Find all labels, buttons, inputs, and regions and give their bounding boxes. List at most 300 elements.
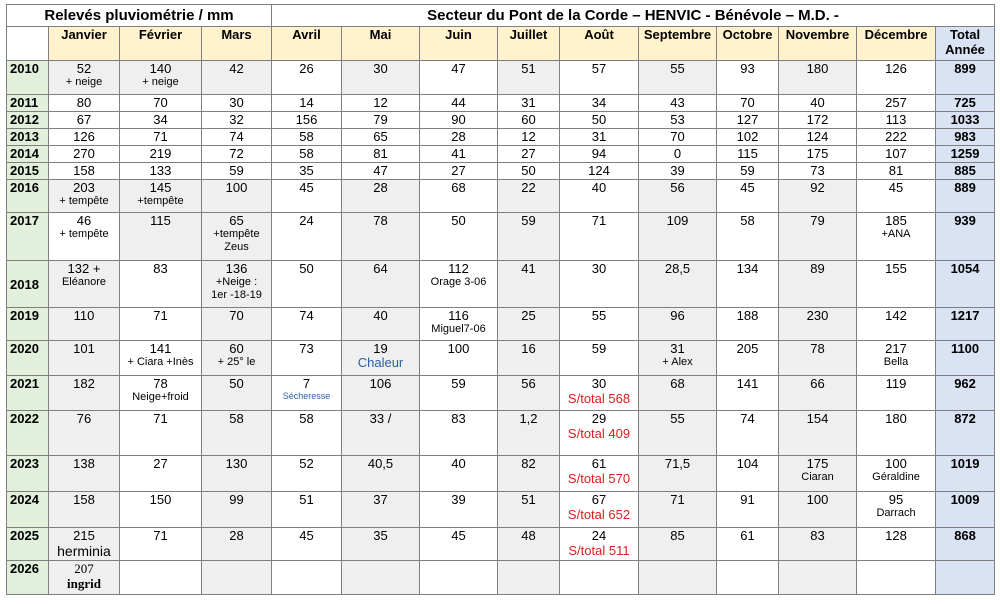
value-note: Darrach — [876, 507, 916, 519]
value-text: 81 — [373, 146, 388, 161]
value-cell — [717, 308, 779, 341]
value-note: Géraldine — [872, 471, 920, 483]
value-text: 60 — [229, 341, 244, 356]
value-cell — [120, 528, 202, 561]
value-cell — [639, 308, 717, 341]
value-cell — [779, 376, 857, 411]
value-text: 70 — [670, 129, 685, 144]
value-cell — [857, 376, 936, 411]
value-text: 180 — [885, 411, 907, 426]
value-cell — [498, 61, 560, 95]
value-cell — [857, 95, 936, 112]
sheet-title: Relevés pluviométrie / mm — [7, 5, 272, 27]
value-text: 110 — [73, 308, 95, 323]
value-text: 70 — [153, 95, 168, 110]
value-text: 22 — [521, 180, 536, 195]
value-cell — [49, 61, 120, 95]
value-cell — [202, 213, 272, 261]
month-header: Mars — [202, 27, 272, 61]
month-header: Mai — [342, 27, 420, 61]
value-text: 48 — [521, 528, 536, 543]
value-cell — [779, 129, 857, 146]
value-cell — [202, 492, 272, 528]
value-text: 56 — [521, 376, 536, 391]
table-row — [7, 308, 995, 341]
value-text: 113 — [885, 112, 907, 127]
value-text: 145 — [149, 180, 172, 195]
total-cell: 1217 — [936, 308, 995, 341]
value-note: S/total 409 — [567, 426, 631, 441]
value-text: 133 — [149, 163, 172, 178]
total-cell: 1033 — [936, 112, 995, 129]
value-cell — [560, 129, 639, 146]
value-text: 50 — [299, 261, 314, 276]
value-text: 40 — [810, 95, 825, 110]
value-cell — [857, 561, 936, 595]
value-cell — [120, 112, 202, 129]
value-text: 40 — [591, 180, 607, 195]
value-text: 95 — [888, 492, 904, 507]
value-cell — [560, 456, 639, 492]
value-text: 78 — [153, 376, 168, 391]
value-text: 115 — [737, 146, 758, 161]
value-cell — [560, 61, 639, 95]
value-text: 150 — [149, 492, 172, 507]
value-cell — [120, 341, 202, 376]
value-cell — [420, 341, 498, 376]
value-text: 59 — [740, 163, 755, 178]
value-cell — [49, 95, 120, 112]
value-cell — [420, 180, 498, 213]
value-cell — [272, 341, 342, 376]
value-cell — [639, 180, 717, 213]
value-text: 24 — [591, 528, 607, 543]
value-text: 39 — [451, 492, 466, 507]
table-row — [7, 492, 995, 528]
total-cell: 725 — [936, 95, 995, 112]
value-cell — [342, 146, 420, 163]
value-cell — [498, 411, 560, 456]
total-header-line: Année — [945, 42, 985, 57]
value-cell — [420, 163, 498, 180]
value-text: 106 — [369, 376, 392, 391]
value-cell — [420, 308, 498, 341]
value-note: + neige — [142, 76, 179, 88]
value-cell — [202, 112, 272, 129]
value-note: Ciaran — [801, 471, 834, 483]
value-text: 34 — [153, 112, 168, 127]
value-note: Eléanore — [61, 276, 107, 288]
value-cell — [420, 456, 498, 492]
value-cell — [272, 61, 342, 95]
value-text: 30 — [591, 261, 607, 276]
value-cell — [779, 341, 857, 376]
year-cell: 2022 — [7, 411, 49, 456]
year-cell: 2015 — [7, 163, 49, 180]
value-note: +tempête — [213, 228, 260, 240]
value-text: 16 — [521, 341, 536, 356]
value-cell — [49, 411, 120, 456]
value-text: 33 / — [369, 411, 392, 426]
value-note: + tempête — [59, 228, 109, 240]
value-text: 31 — [591, 129, 607, 144]
table-row — [7, 341, 995, 376]
value-cell — [202, 61, 272, 95]
value-text: 50 — [591, 112, 607, 127]
table-row — [7, 129, 995, 146]
value-text: 1,2 — [519, 411, 538, 426]
value-note: ingrid — [67, 576, 101, 591]
value-text: 70 — [229, 308, 244, 323]
value-text: 24 — [299, 213, 314, 228]
value-cell — [717, 528, 779, 561]
value-cell — [420, 213, 498, 261]
total-header — [936, 27, 995, 61]
value-text: 31 — [670, 341, 685, 356]
value-cell — [779, 308, 857, 341]
year-cell: 2021 — [7, 376, 49, 411]
total-cell: 889 — [936, 180, 995, 213]
value-text: 109 — [666, 213, 689, 228]
value-cell — [639, 341, 717, 376]
value-cell — [717, 146, 779, 163]
total-cell: 962 — [936, 376, 995, 411]
value-text: 30 — [591, 376, 607, 391]
year-cell: 2023 — [7, 456, 49, 492]
value-text: 47 — [451, 61, 466, 76]
value-text: 219 — [149, 146, 172, 161]
value-text: 222 — [885, 129, 907, 144]
value-cell — [717, 456, 779, 492]
value-cell — [717, 492, 779, 528]
value-text: 39 — [670, 163, 685, 178]
value-text: 85 — [670, 528, 685, 543]
total-cell: 1009 — [936, 492, 995, 528]
value-cell — [202, 261, 272, 308]
value-cell — [717, 411, 779, 456]
year-cell: 2016 — [7, 180, 49, 213]
value-text: 28 — [451, 129, 466, 144]
table-row — [7, 146, 995, 163]
value-cell — [779, 561, 857, 595]
value-text: 158 — [73, 163, 95, 178]
value-cell — [272, 261, 342, 308]
value-cell — [342, 341, 420, 376]
month-header: Février — [120, 27, 202, 61]
value-note: +tempête — [137, 195, 184, 207]
month-header: Août — [560, 27, 639, 61]
total-cell: 868 — [936, 528, 995, 561]
value-text: 26 — [299, 61, 314, 76]
value-text: 27 — [153, 456, 168, 471]
value-cell — [639, 163, 717, 180]
value-cell — [560, 213, 639, 261]
value-cell — [342, 561, 420, 595]
month-header: Octobre — [717, 27, 779, 61]
value-cell — [420, 411, 498, 456]
value-cell — [272, 180, 342, 213]
value-cell — [272, 308, 342, 341]
value-text: 40 — [451, 456, 466, 471]
value-cell — [342, 129, 420, 146]
value-text: 41 — [451, 146, 466, 161]
value-cell — [639, 112, 717, 129]
value-cell — [779, 61, 857, 95]
value-text: 7 — [302, 376, 311, 391]
value-note: Sécheresse — [282, 391, 331, 401]
value-text: 41 — [521, 261, 536, 276]
value-text: 78 — [373, 213, 388, 228]
value-text: 205 — [736, 341, 759, 356]
value-text: 154 — [806, 411, 829, 426]
value-text: 215 — [73, 528, 95, 543]
month-header: Septembre — [639, 27, 717, 61]
value-text: 70 — [740, 95, 755, 110]
value-cell — [342, 492, 420, 528]
value-cell — [857, 112, 936, 129]
value-text: 257 — [885, 95, 907, 110]
value-text: 42 — [229, 61, 244, 76]
value-cell — [342, 95, 420, 112]
year-cell: 2026 — [7, 561, 49, 595]
value-text: 101 — [73, 341, 95, 356]
value-cell — [498, 180, 560, 213]
value-cell — [639, 492, 717, 528]
total-cell: 1259 — [936, 146, 995, 163]
value-text: 128 — [885, 528, 907, 543]
value-cell — [342, 163, 420, 180]
value-text: 79 — [373, 112, 388, 127]
value-cell — [639, 261, 717, 308]
value-cell — [202, 180, 272, 213]
value-text: 14 — [299, 95, 314, 110]
value-cell — [272, 492, 342, 528]
value-cell — [498, 95, 560, 112]
value-cell — [342, 456, 420, 492]
total-cell — [936, 561, 995, 595]
value-text: 37 — [373, 492, 388, 507]
value-cell — [49, 376, 120, 411]
value-cell — [857, 146, 936, 163]
total-header-line: Total — [950, 27, 981, 42]
value-note: 1er -18-19 — [211, 289, 262, 301]
value-cell — [49, 456, 120, 492]
value-text: 44 — [451, 95, 466, 110]
value-cell — [857, 261, 936, 308]
value-text: 68 — [451, 180, 466, 195]
value-cell — [120, 163, 202, 180]
value-cell — [717, 561, 779, 595]
value-text: 34 — [591, 95, 607, 110]
value-cell — [639, 129, 717, 146]
value-cell — [498, 213, 560, 261]
value-note: + Ciara +Inès — [127, 356, 194, 368]
value-text: 50 — [229, 376, 244, 391]
value-text: 28 — [229, 528, 244, 543]
value-text: 83 — [153, 261, 168, 276]
value-text: 61 — [591, 456, 607, 471]
value-cell — [717, 341, 779, 376]
value-text: 130 — [225, 456, 248, 471]
value-note: + Alex — [662, 356, 693, 368]
value-text: 136 — [225, 261, 248, 276]
value-cell — [857, 61, 936, 95]
value-text: 28 — [373, 180, 388, 195]
value-text: 74 — [229, 129, 244, 144]
value-cell — [420, 61, 498, 95]
year-cell: 2018 — [7, 261, 49, 308]
value-cell — [779, 146, 857, 163]
value-text: 66 — [810, 376, 825, 391]
value-cell — [779, 261, 857, 308]
value-cell — [639, 411, 717, 456]
value-cell — [120, 561, 202, 595]
value-text: 91 — [740, 492, 755, 507]
value-cell — [202, 308, 272, 341]
value-cell — [779, 213, 857, 261]
value-text: 79 — [810, 213, 825, 228]
value-text: 172 — [806, 112, 829, 127]
value-cell — [272, 456, 342, 492]
value-cell — [342, 261, 420, 308]
total-cell: 872 — [936, 411, 995, 456]
value-text: 127 — [736, 112, 759, 127]
value-cell — [420, 146, 498, 163]
value-cell — [560, 95, 639, 112]
value-note: Chaleur — [357, 355, 404, 370]
value-cell — [639, 376, 717, 411]
value-cell — [779, 456, 857, 492]
value-cell — [560, 528, 639, 561]
value-text: 50 — [521, 163, 536, 178]
value-cell — [120, 376, 202, 411]
value-cell — [498, 528, 560, 561]
value-text: 67 — [76, 112, 92, 127]
value-text: 175 — [806, 146, 829, 161]
value-text: 51 — [299, 492, 314, 507]
value-cell — [560, 492, 639, 528]
value-cell — [420, 376, 498, 411]
value-cell — [498, 308, 560, 341]
value-text: 100 — [806, 492, 829, 507]
sector-title: Secteur du Pont de la Corde – HENVIC - Bénévole – M.D. - — [272, 5, 995, 27]
value-text: 124 — [588, 163, 610, 178]
value-text: 0 — [673, 146, 682, 161]
value-text: 155 — [885, 261, 907, 276]
value-text: 45 — [451, 528, 466, 543]
value-text: 59 — [451, 376, 466, 391]
value-cell — [49, 261, 120, 308]
rainfall-table — [6, 4, 995, 595]
value-cell — [272, 213, 342, 261]
value-text: 71 — [153, 528, 168, 543]
value-text: 71 — [670, 492, 685, 507]
value-cell — [779, 528, 857, 561]
value-cell — [560, 146, 639, 163]
value-cell — [717, 180, 779, 213]
year-cell: 2024 — [7, 492, 49, 528]
value-cell — [272, 411, 342, 456]
value-text: 61 — [740, 528, 755, 543]
value-text: 93 — [740, 61, 755, 76]
value-cell — [639, 146, 717, 163]
month-header: Décembre — [857, 27, 936, 61]
value-text: 90 — [451, 112, 466, 127]
total-cell: 939 — [936, 213, 995, 261]
year-cell: 2014 — [7, 146, 49, 163]
value-cell — [639, 213, 717, 261]
value-cell — [272, 112, 342, 129]
value-cell — [342, 180, 420, 213]
value-text: 71 — [153, 411, 168, 426]
value-cell — [560, 180, 639, 213]
value-cell — [717, 112, 779, 129]
value-text: 203 — [73, 180, 95, 195]
value-cell — [779, 180, 857, 213]
value-cell — [272, 528, 342, 561]
table-row — [7, 163, 995, 180]
value-cell — [272, 163, 342, 180]
value-text: 30 — [373, 61, 388, 76]
value-cell — [120, 146, 202, 163]
value-text: 185 — [885, 213, 907, 228]
value-cell — [342, 376, 420, 411]
value-note: Zeus — [224, 241, 249, 253]
value-cell — [560, 261, 639, 308]
value-text: 27 — [521, 146, 536, 161]
value-cell — [639, 528, 717, 561]
value-cell — [857, 213, 936, 261]
value-cell — [49, 341, 120, 376]
value-cell — [560, 411, 639, 456]
value-text: 100 — [885, 456, 907, 471]
value-note: +Neige : — [215, 276, 258, 288]
value-text: 32 — [229, 112, 244, 127]
value-cell — [498, 376, 560, 411]
value-cell — [49, 528, 120, 561]
value-note: + 25° le — [217, 356, 256, 368]
value-text: 126 — [885, 61, 907, 76]
value-text: 83 — [810, 528, 825, 543]
value-text: 141 — [149, 341, 172, 356]
value-cell — [857, 411, 936, 456]
value-text: 12 — [521, 129, 536, 144]
table-row — [7, 528, 995, 561]
value-cell — [202, 376, 272, 411]
value-cell — [120, 411, 202, 456]
value-cell — [498, 129, 560, 146]
value-text: 115 — [150, 213, 171, 228]
value-note: Orage 3-06 — [430, 276, 487, 288]
value-text: 74 — [740, 411, 755, 426]
value-cell — [639, 61, 717, 95]
value-cell — [420, 528, 498, 561]
value-cell — [342, 411, 420, 456]
value-cell — [342, 528, 420, 561]
value-text: 52 — [76, 61, 92, 76]
value-text: 182 — [73, 376, 95, 391]
value-cell — [857, 129, 936, 146]
value-cell — [857, 341, 936, 376]
value-text: 80 — [76, 95, 92, 110]
value-cell — [857, 308, 936, 341]
value-text: 45 — [888, 180, 904, 195]
value-cell — [857, 492, 936, 528]
value-cell — [202, 146, 272, 163]
value-text: 270 — [73, 146, 95, 161]
total-cell: 899 — [936, 61, 995, 95]
value-cell — [717, 129, 779, 146]
